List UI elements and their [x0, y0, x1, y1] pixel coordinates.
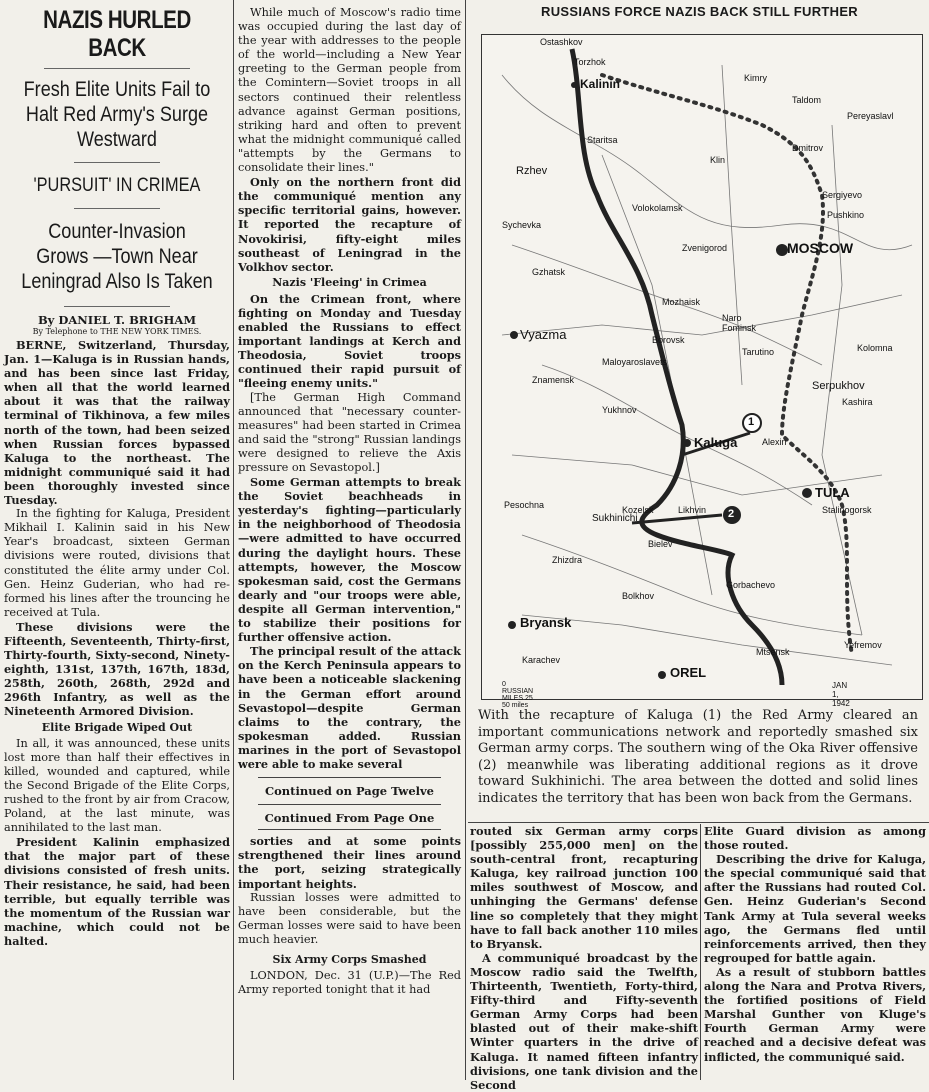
city-dot-vyazma: [510, 331, 518, 339]
paragraph: Russian losses were admitted to have been considerable, but the German losses were said to have been much heavier.: [238, 890, 461, 946]
paragraph: While much of Moscow's radio time was occupied during the last day of the year with addresses to the people of the world—including a New Year greeting to the German people from the Comintern—Soviet troops in all sectors continued their relentless advance against German positions, striking hard and often to prevent what the midnight communiqué called "attempts by the Germans to consolidate their lines.": [238, 6, 461, 175]
column-rule: [700, 824, 701, 1080]
label-naro-fominsk: Naro Fominsk: [722, 313, 757, 333]
byline-credit: By Telephone to THE NEW YORK TIMES.: [32, 327, 202, 336]
paragraph: LONDON, Dec. 31 (U.P.)—The Red Army reported tonight that it had: [238, 969, 461, 997]
paragraph: sorties and at some points strengthened their lines around the port, seizing strategically important heights.: [238, 834, 461, 891]
label-gorbachevo: Gorbachevo: [726, 580, 776, 590]
label-vyazma: Vyazma: [520, 327, 567, 342]
label-orel: OREL: [670, 665, 707, 680]
label-ostashkov: Ostashkov: [540, 37, 583, 47]
deck-divider: [64, 306, 170, 307]
label-pesochna: Pesochna: [504, 500, 545, 510]
paragraph: As a result of stubborn battles along the Nara and Protva Rivers, the fortified positions of Field Marshal Gunther von Kluge's Fourth German Army were reached and a decisive defeat was inflicted, the communiqué said.: [704, 964, 926, 1064]
column-4: [704, 824, 926, 1080]
label-maloyaroslavets: Maloyaroslavets: [602, 357, 668, 367]
deck-2: 'PURSUIT' IN CRIMEA: [33, 175, 201, 196]
label-tula: TULA: [815, 485, 850, 500]
continued-from: Continued From Page One: [264, 811, 435, 826]
label-pereyaslavl: Pereyaslavl: [847, 111, 894, 121]
road-line: [522, 615, 892, 665]
label-borovsk: Borovsk: [652, 335, 685, 345]
label-kolomna: Kolomna: [857, 343, 893, 353]
column-3: [470, 824, 698, 1092]
article-body: [4, 338, 230, 948]
column-rule: [465, 0, 466, 1080]
city-dot-tula: [802, 488, 812, 498]
river-line: [542, 365, 812, 505]
label-klin: Klin: [710, 155, 726, 165]
city-dot-orel: [658, 671, 666, 679]
paragraph: In the fighting for Kaluga, President Mikhail I. Kalinin said in his New Year's broadcast, sixteen German divisions were routed, divisions that constituted the élite army under Col. Gen. Heinz Guderian, who had re-formed his lines after the trouncing he received at Tula.: [4, 507, 230, 619]
paragraph: Only on the northern front did the communiqué mention any specific territorial gains, however. It reported the recapture of Novokirisi, fifty-eight miles southeast of Leningrad in the Volkhov sector.: [238, 175, 461, 274]
label-bryansk: Bryansk: [520, 615, 572, 630]
label-kalinin: Kalinin: [580, 77, 621, 91]
label-rzhev: Rzhev: [516, 165, 548, 177]
divider: [258, 829, 441, 830]
paragraph: Elite Guard division as among those routed.: [704, 824, 926, 853]
label-belev: Bielev: [648, 539, 673, 549]
paragraph: The principal result of the attack on the Kerch Peninsula appears to have been a noticeable slackening in the German effort around Sevastopol—despite German claims to the contrary, the spokesman added. Russian marines in the port of Sevastopol were able to make several: [238, 644, 461, 771]
label-kozelsk: Kozelsk: [622, 505, 654, 515]
deck-divider: [74, 162, 160, 163]
label-yefremov: Yefremov: [844, 640, 882, 650]
subhead: Six Army Corps Smashed: [272, 953, 427, 966]
subhead: Elite Brigade Wiped Out: [41, 720, 193, 734]
river-line: [502, 75, 912, 250]
paragraph: A communiqué broadcast by the Moscow radio said the Twelfth, Thirteenth, Twentieth, Forty-third, Fifty-third and Fifty-seventh German Army Corps had been blasted out of their make-shift Winter quarters in the drive of Kaluga. It named fifteen infantry divisions, one tank division and the Second: [470, 950, 698, 1092]
label-stalinogorsk: Stalinogorsk: [822, 505, 872, 515]
headline: NAZIS HURLED BACK: [43, 6, 191, 62]
column-2: [238, 0, 461, 1080]
label-kashira: Kashira: [842, 397, 873, 407]
label-znamensk: Znamensk: [532, 375, 575, 385]
map-scale: 0 RUSSIAN MILES 25 50 miles: [502, 681, 534, 709]
paragraph: Some German attempts to break the Soviet beachheads in yesterday's fighting—particularly in the neighborhood of Theodosia—were admitted to have occurred during the daylight hours. These attempts, however, the Moscow spokesman said, cost the Germans dearly and "our troops were able, despite all German intervention," to stabilize their positions for further offensive action.: [238, 475, 461, 645]
label-karachev: Karachev: [522, 655, 561, 665]
label-taldom: Taldom: [792, 95, 822, 105]
label-mozhaisk: Mozhaisk: [662, 297, 701, 307]
deck-3: Counter-Invasion Grows —Town Near Leningrad Also Is Taken: [21, 220, 213, 293]
label-gzhatsk: Gzhatsk: [532, 267, 566, 277]
label-serpukhov: Serpukhov: [812, 380, 865, 392]
label-sukhinichi: Sukhinichi: [592, 513, 638, 524]
label-dmitrov: Dmitrov: [792, 143, 823, 153]
map: [481, 34, 923, 709]
paragraph: These divisions were the Fifteenth, Seventeenth, Thirty-first, Thirty-fourth, Sixty-second, Ninety-eighth, 131st, 137th, 167th, 183d, 258th, 260th, 268th, 292d and 296th Infantry, as well as the Nineteenth Armored Division.: [4, 619, 230, 719]
continued-next: Continued on Page Twelve: [264, 784, 434, 799]
label-zhizdra: Zhizdra: [552, 555, 583, 565]
byline: By DANIEL T. BRIGHAM: [37, 313, 197, 327]
label-mtsensk: Mtsensk: [756, 647, 790, 657]
label-yukhnov: Yukhnov: [602, 405, 637, 415]
city-dot-bryansk: [508, 621, 516, 629]
road-line: [602, 155, 712, 595]
label-kimry: Kimry: [744, 73, 767, 83]
label-pushkino: Pushkino: [827, 210, 865, 220]
label-bolkhov: Bolkhov: [622, 591, 655, 601]
label-sergiyevo: Sergiyevo: [822, 190, 863, 200]
article-body: [470, 824, 698, 1092]
column-rule: [233, 0, 234, 1080]
map-title: RUSSIANS FORCE NAZIS BACK STILL FURTHER: [541, 4, 858, 19]
label-staritsa: Staritsa: [587, 135, 618, 145]
label-zvenigorod: Zvenigorod: [682, 243, 728, 253]
map-graphic: [482, 35, 922, 699]
map-caption: With the recapture of Kaluga (1) the Red Army cleared an important communications network and reportedly smashed six German army corps. The southern wing of the Oka River offensive (2) meanwhile was liberating additional regions as it drove toward Sukhinichi. The area between the dotted and solid lines indicates the territory that has been won back from the Germans.: [478, 708, 918, 806]
deck-1: Fresh Elite Units Fail to Halt Red Army's Surge Westward: [23, 78, 211, 151]
city-dot-kaluga: [683, 439, 691, 447]
paragraph: On the Crimean front, where fighting on Monday and Tuesday enabled the Russians to effect important landings at Kerch and Theodosia, Soviet troops continued their rapid pursuit of "fleeing enemy units.": [238, 291, 461, 391]
paragraph: BERNE, Switzerland, Thursday, Jan. 1—Kaluga is in Russian hands, and has been since last Friday, when all that the world learned about it was that the railway terminal of Tikhinova, a few miles north of the town, had been seized when Russian forces bypassed Kaluga to the northeast. The midnight communiqué said it had been thoroughly invested since Tuesday.: [4, 338, 230, 508]
article-body: [704, 824, 926, 1064]
paragraph: [The German High Command announced that "necessary counter-measures" had been started in Crimea and said the "strong" Russian landings were designed to relieve the Axis pressure on Sevastopol.]: [238, 390, 461, 474]
city-dot-kalinin: [571, 82, 577, 88]
paragraph: routed six German army corps [possibly 255,000 men] on the south-central front, recapturing Kaluga, key railroad junction 100 miles southwest of Moscow, and unhinging the Germans' defense line so completely that they might have to fall back another 110 miles to Bryansk.: [470, 824, 698, 951]
label-kaluga: Kaluga: [694, 435, 738, 450]
paragraph: In all, it was announced, these units lost more than half their effectives in killed, wounded and captured, while the Second Brigade of the Elite Corps, rushed to the front by air from Cracow, Poland, at the last minute, was annihilated to the last man.: [4, 736, 230, 835]
marker-1-label: 1: [748, 416, 755, 428]
deck-divider: [74, 208, 160, 209]
label-tarutino: Tarutino: [742, 347, 775, 357]
label-moscow: MOSCOW: [787, 240, 854, 256]
label-sychevka: Sychevka: [502, 220, 542, 230]
label-likhvin: Likhvin: [678, 505, 707, 515]
divider: [258, 804, 441, 805]
marker-2-label: 2: [728, 508, 735, 520]
article-body: [238, 6, 461, 997]
subhead: Nazis 'Fleeing' in Crimea: [272, 275, 427, 289]
divider: [258, 777, 441, 778]
paragraph: Describing the drive for Kaluga, the special communiqué said that after the Russians had routed Col. Gen. Heinz Guderian's Second Tank Army at Tula several weeks ago, the Germans fled until reinforcements arrived, then they regrouped for battle again.: [704, 852, 926, 965]
label-aleksin: Alexin: [762, 437, 787, 447]
map-date: JAN 1, 1942: [832, 681, 850, 708]
label-torzhok: Torzhok: [574, 57, 606, 67]
section-divider: [468, 822, 929, 823]
headline-divider: [44, 68, 190, 69]
paragraph: President Kalinin emphasized that the major part of these divisions consisted of fresh units. Their resistance, he said, had been terrible, but equally terrible was the momentum of the Russian war machine, which could not be halted.: [4, 835, 230, 948]
label-volokolamsk: Volokolamsk: [632, 203, 683, 213]
column-1: [4, 0, 230, 1080]
